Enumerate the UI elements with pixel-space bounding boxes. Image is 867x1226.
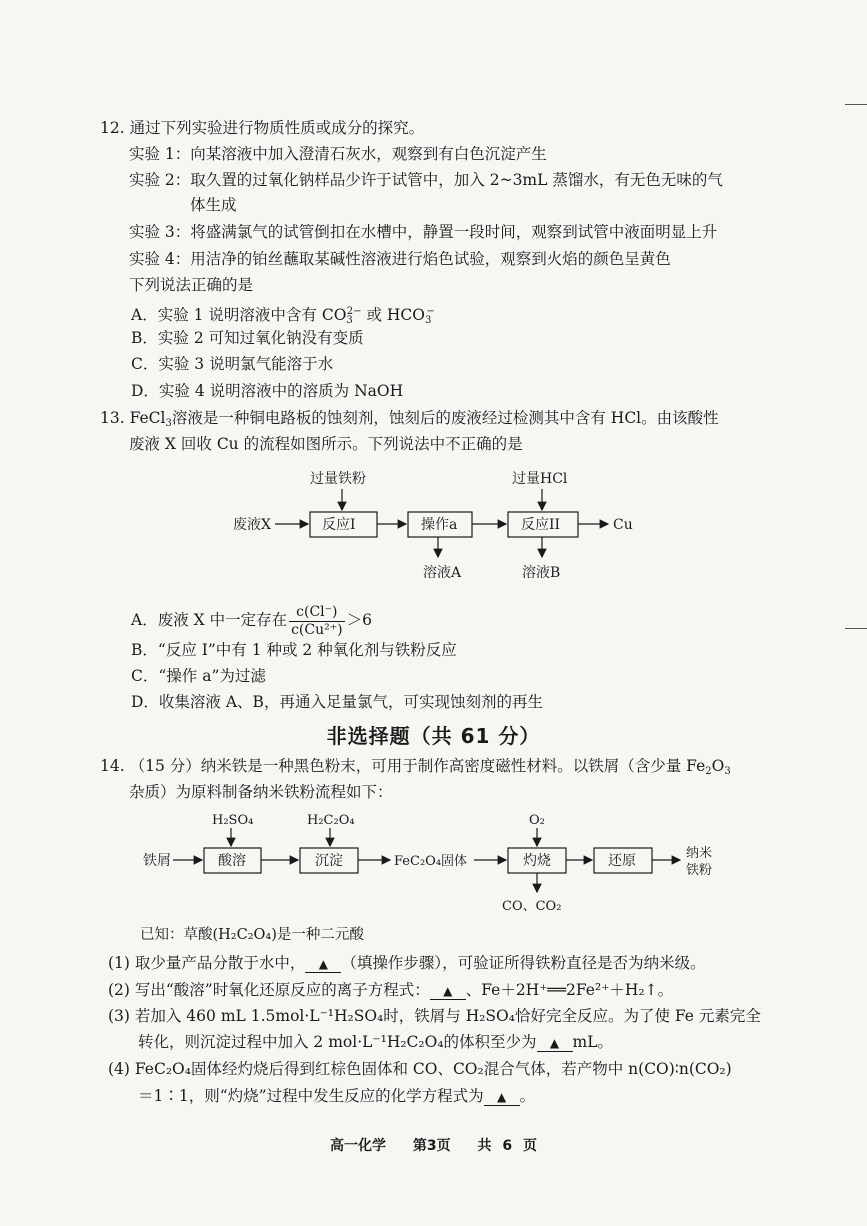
q14-part4-cont: ＝1∶1，则“灼烧”过程中发生反应的化学方程式为 ▲ 。 bbox=[138, 1087, 536, 1105]
q13-option-a: A．废液 X 中一定存在 $\frac{c(Cl^-)}{\text{c(Cu²⁺)}}$ ＞6 bbox=[131, 603, 372, 638]
flow2-box3-label: 灼烧 bbox=[523, 853, 551, 869]
q12-exp4: 实验 4：用洁净的铂丝蘸取某碱性溶液进行焰色试验，观察到火焰的颜色呈黄色 bbox=[129, 250, 671, 268]
q14-part3-cont: 转化，则沉淀过程中加入 2 mol·L⁻¹H₂C₂O₄的体积至少为 ▲ mL。 bbox=[138, 1033, 614, 1051]
flow2-label-top1: H₂SO₄ bbox=[212, 813, 254, 828]
flow-box3-label: 反应II bbox=[521, 517, 561, 533]
q13-option-b: B．“反应 I”中有 1 种或 2 种氧化剂与铁粉反应 bbox=[131, 641, 457, 659]
q14-flow-diagram bbox=[140, 808, 730, 918]
answer-blank[interactable]: ▲ bbox=[430, 983, 466, 1000]
q12-exp2: 实验 2：取久置的过氧化钠样品少许于试管中，加入 2~3mL 蒸馏水，有无色无味的气 bbox=[129, 171, 723, 189]
q13-option-c: C．“操作 a”为过滤 bbox=[131, 667, 266, 685]
q14-part2: (2) 写出“酸溶”时氧化还原反应的离子方程式： ▲ 、Fe＋2H⁺══2Fe²⁺＋H₂↑。 bbox=[108, 981, 674, 999]
ratio-fraction: $\frac{c(Cl^-)}{\text{c(Cu²⁺)}}$ bbox=[291, 603, 343, 638]
footer-subject: 高一化学 bbox=[330, 1138, 386, 1154]
flow2-label-top3: O₂ bbox=[529, 813, 545, 828]
flow2-box4-label: 还原 bbox=[608, 853, 636, 869]
q14-known: 已知：草酸(H₂C₂O₄)是一种二元酸 bbox=[140, 927, 364, 943]
q13-stem-1: 13. FeCl$_3$溶液是一种铜电路板的蚀刻剂，蚀刻后的废液经过检测其中含有 HCl。由该酸性 bbox=[100, 409, 719, 429]
q12-option-b: B．实验 2 可知过氧化钠没有变质 bbox=[131, 329, 364, 347]
q12-exp3: 实验 3：将盛满氯气的试管倒扣在水槽中，静置一段时间，观察到试管中液面明显上升 bbox=[129, 223, 718, 241]
flow-label-top1: 过量铁粉 bbox=[310, 471, 366, 487]
q12-option-d: D．实验 4 说明溶液中的溶质为 NaOH bbox=[131, 382, 404, 400]
answer-blank[interactable]: ▲ bbox=[484, 1089, 520, 1106]
margin-mark bbox=[845, 104, 867, 105]
flow-input: 废液X bbox=[233, 517, 271, 533]
flow-box1-label: 反应I bbox=[322, 517, 356, 533]
answer-blank[interactable]: ▲ bbox=[305, 956, 341, 973]
flow2-label-bottom3: CO、CO₂ bbox=[502, 899, 562, 914]
flow-label-bottom2: 溶液A bbox=[423, 565, 462, 581]
flow-output: Cu bbox=[613, 517, 633, 533]
q12-option-a: A．实验 1 说明溶液中含有 $CO_3^{2-}$ 或 $HCO_3^-$ bbox=[131, 306, 435, 326]
page-footer bbox=[0, 1135, 867, 1155]
flow2-box1-label: 酸溶 bbox=[218, 853, 246, 869]
flow2-box2-label: 沉淀 bbox=[315, 853, 343, 869]
flow2-input: 铁屑 bbox=[143, 853, 171, 869]
section-title: 非选择题（共 61 分） bbox=[326, 724, 541, 748]
q14-stem-1: 14. （15 分）纳米铁是一种黑色粉末，可用于制作高密度磁性材料。以铁屑（含少量 $Fe_2O_3$ bbox=[100, 757, 731, 777]
flow2-mid-text: FeC₂O₄固体 bbox=[394, 854, 468, 869]
margin-mark bbox=[845, 628, 867, 629]
flow-box2-label: 操作a bbox=[421, 517, 458, 533]
q14-part3: (3) 若加入 460 mL 1.5mol·L⁻¹H₂SO₄时，铁屑与 H₂SO₄恰好完全反应。为了使 Fe 元素完全 bbox=[108, 1007, 761, 1025]
answer-blank[interactable]: ▲ bbox=[537, 1035, 573, 1052]
q12-ask: 下列说法正确的是 bbox=[129, 276, 254, 294]
q12-option-c: C．实验 3 说明氯气能溶于水 bbox=[131, 355, 334, 373]
q13-flow-diagram bbox=[225, 465, 645, 585]
q12-exp2-cont: 体生成 bbox=[190, 196, 237, 214]
q13-stem-2: 废液 X 回收 Cu 的流程如图所示。下列说法中不正确的是 bbox=[129, 435, 523, 453]
flow-label-bottom3: 溶液B bbox=[522, 565, 561, 581]
q14-part4: (4) FeC₂O₄固体经灼烧后得到红棕色固体和 CO、CO₂混合气体，若产物中 n(CO)∶n(CO₂) bbox=[108, 1060, 732, 1078]
q14-part1: (1) 取少量产品分散于水中， ▲ （填操作步骤），可验证所得铁粉直径是否为纳米级。 bbox=[108, 954, 706, 972]
q12-exp1: 实验 1：向某溶液中加入澄清石灰水，观察到有白色沉淀产生 bbox=[129, 145, 547, 163]
q14-stem-2: 杂质）为原料制备纳米铁粉流程如下： bbox=[129, 783, 393, 801]
flow2-label-top2: H₂C₂O₄ bbox=[307, 813, 355, 828]
footer-page: 第3页 bbox=[412, 1138, 451, 1154]
q12-stem: 12. 通过下列实验进行物质性质或成分的探究。 bbox=[100, 119, 425, 137]
flow2-output-2: 铁粉 bbox=[686, 863, 713, 878]
q13-option-d: D．收集溶液 A、B，再通入足量氯气，可实现蚀刻剂的再生 bbox=[131, 693, 543, 711]
flow-label-top3: 过量HCl bbox=[512, 471, 568, 487]
footer-total: 共 6 页 bbox=[477, 1138, 537, 1154]
flow2-output-1: 纳米 bbox=[686, 846, 713, 861]
